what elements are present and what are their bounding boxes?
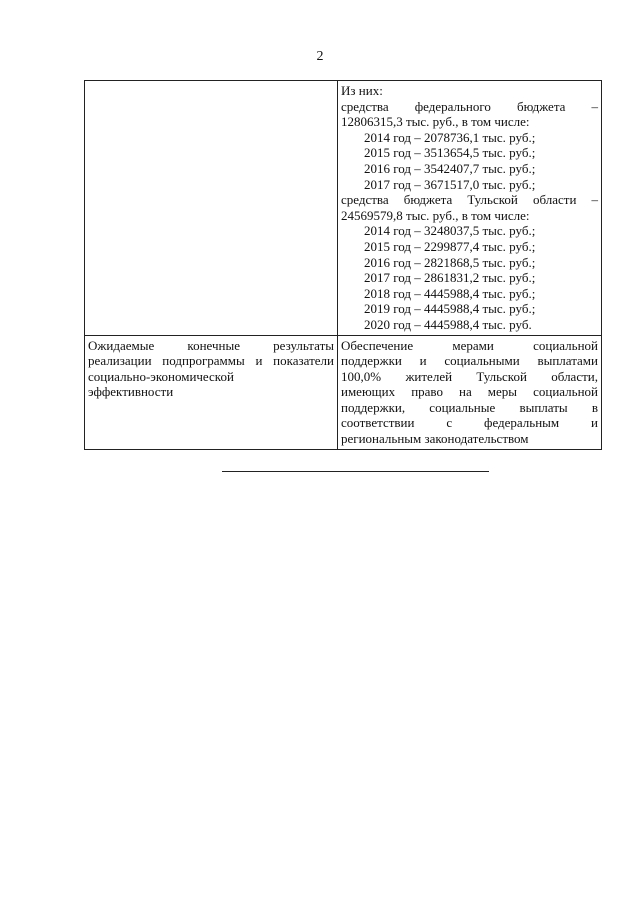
regional-budget-line: средства бюджета Тульской области – (341, 192, 598, 208)
results-label-line: Ожидаемые конечные результаты (88, 337, 334, 353)
results-value-line: поддержки и социальными выплатами (341, 353, 598, 369)
heading-text: Из них: (341, 83, 383, 98)
page-number: 2 (316, 49, 324, 64)
results-value-line: Обеспечение мерами социальной (341, 337, 598, 353)
federal-year-item: 2014 год – 2078736,1 тыс. руб.; (364, 129, 536, 145)
regional-year-item: 2015 год – 2299877,4 тыс. руб.; (364, 238, 536, 254)
federal-budget-total: 12806315,3 тыс. руб., в том числе: (341, 114, 530, 130)
closing-rule (222, 471, 489, 472)
federal-budget-line: средства федерального бюджета – (341, 98, 598, 114)
regional-year-item: 2019 год – 4445988,4 тыс. руб.; (364, 301, 536, 317)
table-cell-results-value (338, 335, 602, 449)
regional-budget-total: 24569579,8 тыс. руб., в том числе: (341, 207, 530, 223)
federal-year-item: 2017 год – 3671517,0 тыс. руб.; (364, 176, 536, 192)
federal-year-item: 2015 год – 3513654,5 тыс. руб.; (364, 145, 536, 161)
regional-year-item: 2017 год – 2861831,2 тыс. руб.; (364, 270, 536, 286)
results-value-line: региональным законодательством (341, 431, 529, 447)
results-value-line: поддержки, социальные выплаты в (341, 399, 598, 415)
table-cell-budget (338, 81, 602, 336)
results-label-line: эффективности (88, 384, 174, 400)
results-value-line: соответствии с федеральным и (341, 415, 598, 431)
table-row (85, 81, 602, 336)
results-label-line: реализации подпрограммы и показатели (88, 353, 334, 369)
results-label-line: социально-экономической (88, 368, 234, 384)
table-cell-results-label (85, 335, 338, 449)
table-cell-left-empty (85, 81, 338, 336)
results-value-line: имеющих право на меры социальной (341, 384, 598, 400)
table-row (85, 335, 602, 449)
regional-year-item: 2014 год – 3248037,5 тыс. руб.; (364, 223, 536, 239)
budget-table (84, 80, 602, 450)
regional-year-item: 2018 год – 4445988,4 тыс. руб.; (364, 285, 536, 301)
results-value-line: 100,0% жителей Тульской области, (341, 368, 598, 384)
federal-year-item: 2016 год – 3542407,7 тыс. руб.; (364, 160, 536, 176)
regional-year-item: 2020 год – 4445988,4 тыс. руб. (364, 316, 532, 332)
regional-year-item: 2016 год – 2821868,5 тыс. руб.; (364, 254, 536, 270)
